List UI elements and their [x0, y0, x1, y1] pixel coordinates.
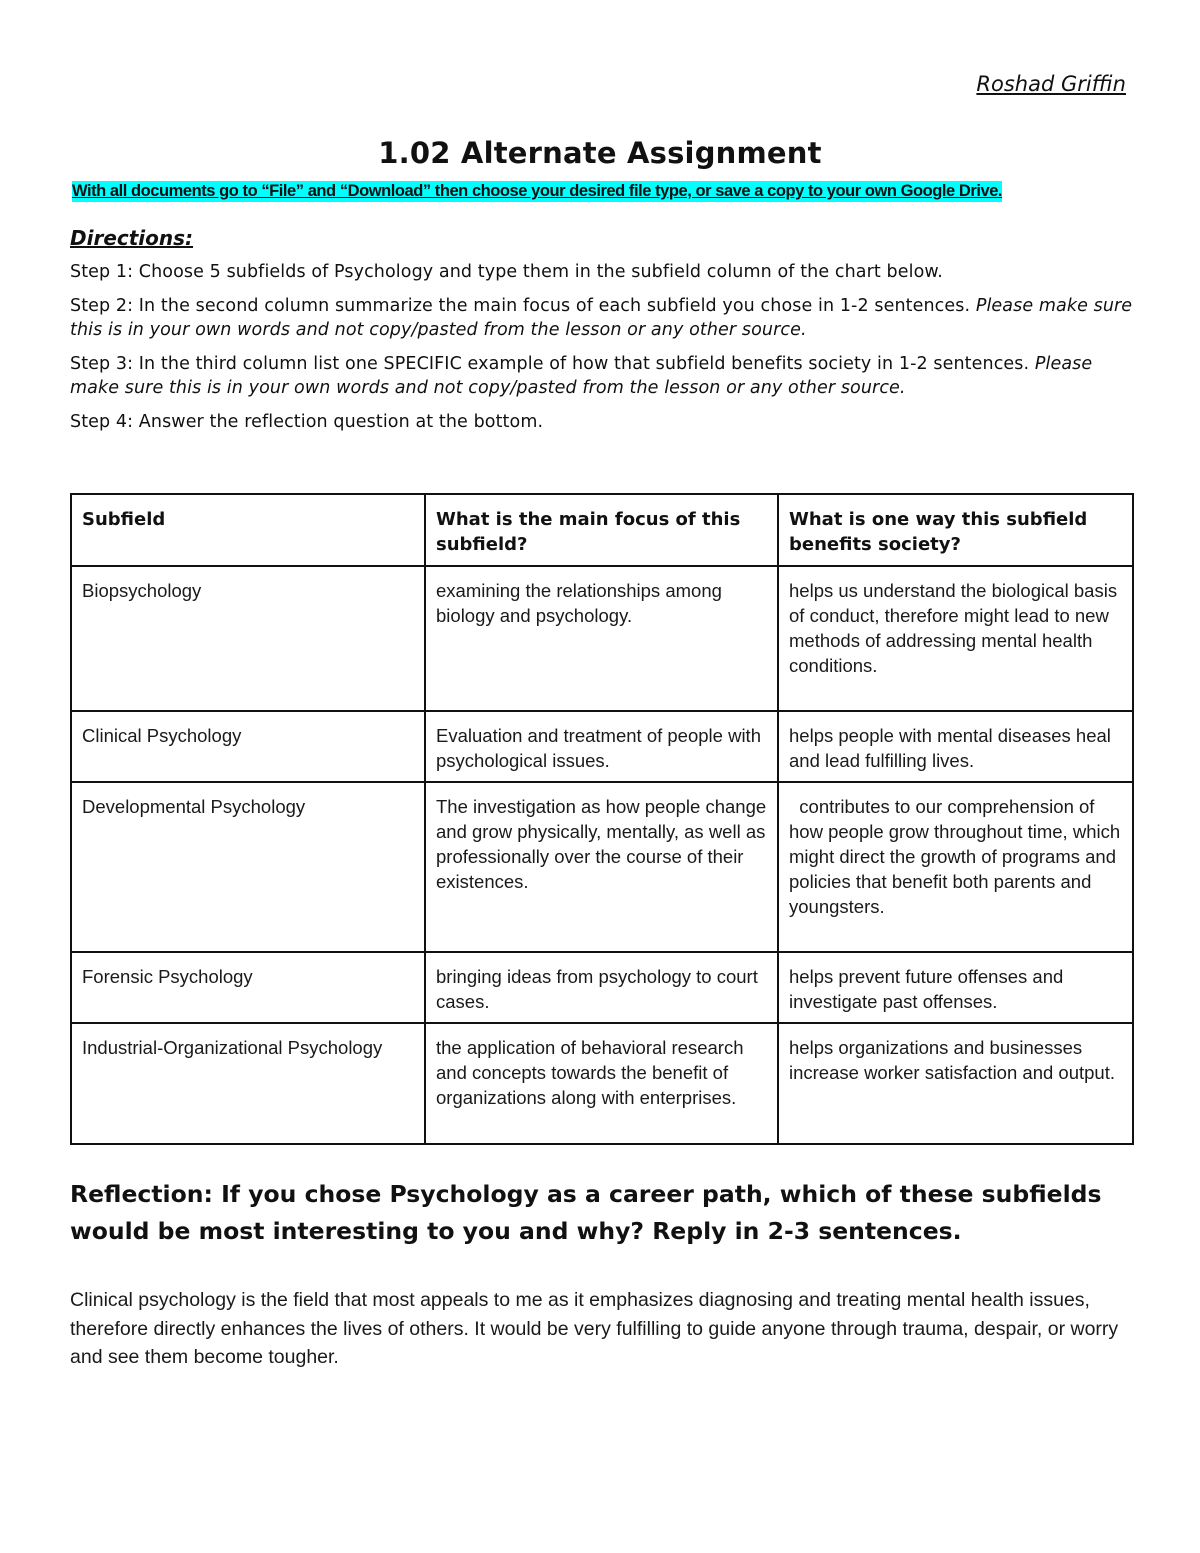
step-2	[70, 294, 1140, 342]
step-2-note: Please make sure this is in your own words and not copy/pasted from the lesson or any other source.	[70, 296, 1133, 340]
cell-benefit[interactable]: helps people with mental diseases heal and lead fulfilling lives.	[778, 711, 1133, 782]
header-benefit: What is one way this subfield benefits society?	[778, 494, 1133, 566]
reflection-answer[interactable]: Clinical psychology is the field that most appeals to me as it emphasizes diagnosing and treating mental health issues, therefore directly enhances the lives of others. It would be very fulfilling to guide anyone through trauma, despair, or worry and see them become tougher.	[70, 1289, 1119, 1368]
cell-focus[interactable]: The investigation as how people change and grow physically, mentally, as well as professionally over the course of their existences.	[425, 782, 778, 952]
download-note-line	[72, 181, 1130, 201]
cell-subfield[interactable]: Industrial-Organizational Psychology	[71, 1023, 425, 1144]
cell-benefit[interactable]: contributes to our comprehension of how people grow throughout time, which might direct the growth of programs and policies that benefit both parents and youngsters.	[778, 782, 1133, 952]
step-3-text: Step 3: In the third column list one SPECIFIC example of how that subfield benefits society in 1-2 sentences.	[70, 354, 1030, 374]
cell-focus[interactable]: the application of behavioral research and concepts towards the benefit of organizations along with enterprises.	[425, 1023, 778, 1144]
step-3-note: Please make sure this is in your own words and not copy/pasted from the lesson or any other source.	[70, 354, 1093, 398]
table-header-row	[71, 494, 1133, 566]
download-note[interactable]: With all documents go to “File” and “Download” then choose your desired file type, or save a copy to your own Google Drive.	[72, 182, 1003, 200]
cell-benefit[interactable]: helps us understand the biological basis of conduct, therefore might lead to new methods of addressing mental health conditions.	[778, 566, 1133, 711]
cell-subfield[interactable]: Forensic Psychology	[71, 952, 425, 1023]
cell-focus[interactable]: Evaluation and treatment of people with psychological issues.	[425, 711, 778, 782]
subfield-chart	[70, 493, 1134, 1145]
page-title: 1.02 Alternate Assignment	[378, 136, 822, 170]
directions-heading: Directions:	[70, 226, 194, 250]
table-row	[71, 952, 1133, 1023]
reflection-question: Reflection: If you chose Psychology as a career path, which of these subfields would be most interesting to you and why? Reply in 2-3 sentences.	[70, 1180, 1102, 1245]
header-main-focus: What is the main focus of this subfield?	[425, 494, 778, 566]
header-subfield: Subfield	[71, 494, 425, 566]
cell-subfield[interactable]: Clinical Psychology	[71, 711, 425, 782]
cell-focus[interactable]: bringing ideas from psychology to court cases.	[425, 952, 778, 1023]
table-row	[71, 1023, 1133, 1144]
cell-focus[interactable]: examining the relationships among biology and psychology.	[425, 566, 778, 711]
step-4: Step 4: Answer the reflection question at the bottom.	[70, 412, 544, 432]
author-name: Roshad Griffin	[976, 72, 1126, 96]
cell-subfield[interactable]: Developmental Psychology	[71, 782, 425, 952]
step-1: Step 1: Choose 5 subfields of Psychology and type them in the subfield column of the chart below.	[70, 262, 943, 282]
table-row	[71, 711, 1133, 782]
cell-benefit[interactable]: helps prevent future offenses and investigate past offenses.	[778, 952, 1133, 1023]
table-row	[71, 782, 1133, 952]
cell-benefit[interactable]: helps organizations and businesses increase worker satisfaction and output.	[778, 1023, 1133, 1144]
step-3	[70, 352, 1140, 400]
table-row	[71, 566, 1133, 711]
cell-subfield[interactable]: Biopsychology	[71, 566, 425, 711]
step-2-text: Step 2: In the second column summarize the main focus of each subfield you chose in 1-2 sentences.	[70, 296, 971, 316]
